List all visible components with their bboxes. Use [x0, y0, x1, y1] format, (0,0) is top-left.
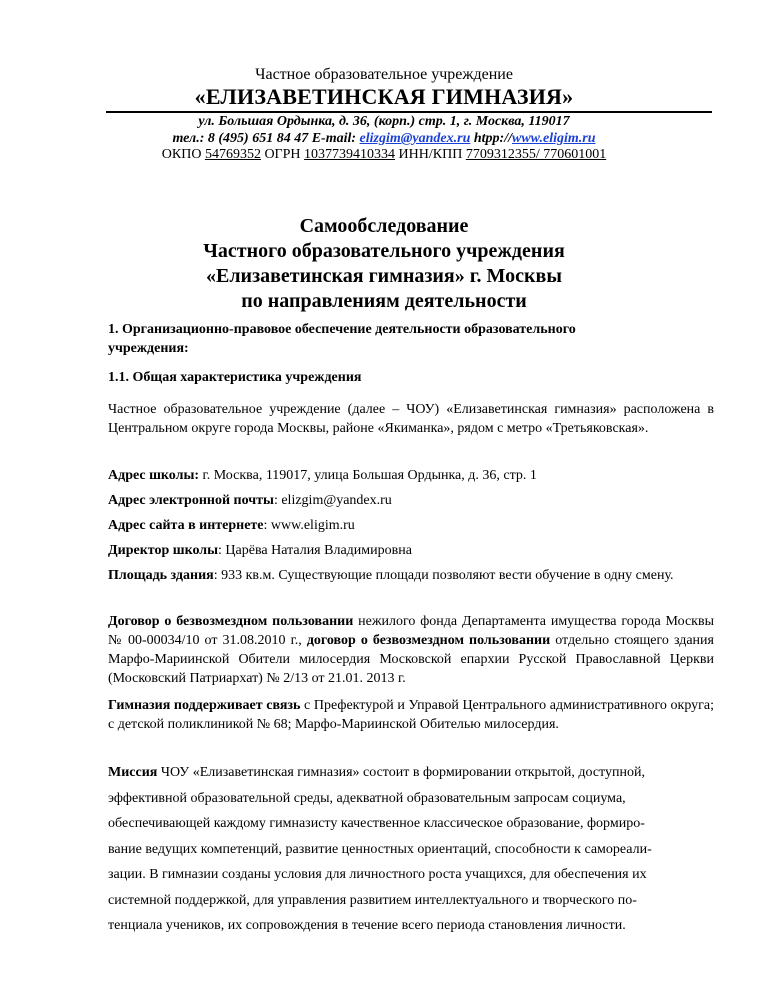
email-link[interactable]: elizgim@yandex.ru: [359, 131, 471, 146]
section-1-line-1: 1. Организационно-правовое обеспечение деятельности образовательного: [108, 322, 576, 337]
title-line-3: «Елизаветинская гимназия» г. Москвы: [206, 265, 562, 287]
okpo-label: ОКПО: [161, 147, 205, 162]
email-label: Адрес электронной почты: [108, 493, 274, 508]
school-address: [108, 466, 714, 485]
contract-label-1: Договор о безвозмездном пользовании: [108, 614, 354, 629]
header-divider: [106, 111, 712, 113]
site-link[interactable]: www.eligim.ru: [512, 131, 596, 146]
building-area: [108, 566, 714, 585]
title-line-4: по направлениям деятельности: [241, 290, 527, 312]
title-line-1: Самообследование: [299, 215, 469, 237]
links-paragraph: [108, 696, 714, 734]
site-prefix: htpp://: [470, 131, 512, 146]
mission-paragraph: [108, 760, 714, 939]
mission-line-6: системной поддержкой, для управления развитием интеллектуального и творческого по-: [108, 892, 637, 908]
section-1-heading: [108, 320, 714, 358]
contract-text-2: отдельно стоящего здания Марфо-Мариинской Обители милосердия Московской епархии Русской Православной Церкви (Московский Патриархат) № 2/13 от 21.01. 2013 г.: [108, 633, 714, 686]
mission-text-1: ЧОУ «Елизаветинская гимназия» состоит в формировании открытой, доступной,: [157, 765, 645, 780]
school-email: [108, 491, 714, 510]
area-label: Площадь здания: [108, 568, 214, 583]
address-line: ул. Большая Ордынка, д. 36, (корп.) стр. 1, г. Москва, 119017: [198, 114, 570, 129]
mission-label: Миссия: [108, 765, 158, 780]
mission-line-4: вание ведущих компетенций, развитие ценностных ориентаций, способности к самореали-: [108, 841, 652, 857]
document-title: [0, 214, 768, 314]
mission-line-3: обеспечивающей каждому гимназисту качественное классическое образование, формиро-: [108, 816, 645, 831]
mission-line-2: эффективной образовательной среды, адекватной образовательным запросам социума,: [108, 790, 626, 806]
org-name: «ЕЛИЗАВЕТИНСКАЯ ГИМНАЗИЯ»: [194, 84, 574, 109]
contracts-paragraph: [108, 612, 714, 688]
contact-line: [0, 131, 768, 147]
title-line-2: Частного образовательного учреждения: [203, 240, 565, 262]
school-director: [108, 541, 714, 560]
school-site: [108, 516, 714, 535]
contract-label-2: договор о безвозмездном пользовании: [306, 633, 551, 648]
mission-line-7: тенциала учеников, их сопровождения в течение всего периода становления личности.: [108, 918, 626, 933]
links-label: Гимназия поддерживает связь: [108, 698, 301, 713]
links-text: с Префектурой и Управой Центрального административного округа; с детской поликлиникой № 68; Марфо-Мариинской Обителью милосердия.: [108, 698, 714, 732]
intro-paragraph: Частное образовательное учреждение (далее – ЧОУ) «Елизаветинская гимназия» расположена в Центральном округе города Москвы, районе «Якиманка», рядом с метро «Третьяковская».: [108, 402, 714, 436]
area-value: : 933 кв.м. Существующие площади позволяют вести обучение в одну смену.: [213, 568, 674, 583]
email-value: : elizgim@yandex.ru: [273, 493, 392, 508]
site-label: Адрес сайта в интернете: [108, 518, 264, 533]
okpo-value: 54769352: [204, 147, 261, 162]
inn-value: 7709312355/ 770601001: [465, 147, 607, 162]
section-1-line-2: учреждения:: [108, 341, 189, 356]
ogrn-value: 1037739410334: [304, 147, 396, 162]
contract-text-1: нежилого фонда Департамента имущества города Москвы № 00-00034/10 от 31.08.2010 г.,: [108, 614, 714, 648]
inn-label: ИНН/КПП: [395, 147, 466, 162]
mission-line-5: зации. В гимназии созданы условия для личностного роста учащихся, для обеспечения их: [108, 867, 647, 882]
phone-text: тел.: 8 (495) 651 84 47 E-mail:: [172, 131, 360, 146]
registry-line: [0, 147, 768, 163]
site-value: : www.eligim.ru: [263, 518, 355, 533]
mission-line-1: [108, 760, 714, 786]
director-label: Директор школы: [108, 543, 219, 558]
ogrn-label: ОГРН: [260, 147, 305, 162]
director-value: : Царёва Наталия Владимировна: [218, 543, 412, 558]
section-1-1-heading: 1.1. Общая характеристика учреждения: [108, 370, 362, 385]
org-type: Частное образовательное учреждение: [255, 66, 513, 83]
address-value: г. Москва, 119017, улица Большая Ордынка, д. 36, стр. 1: [199, 468, 537, 483]
address-label: Адрес школы:: [108, 468, 200, 483]
